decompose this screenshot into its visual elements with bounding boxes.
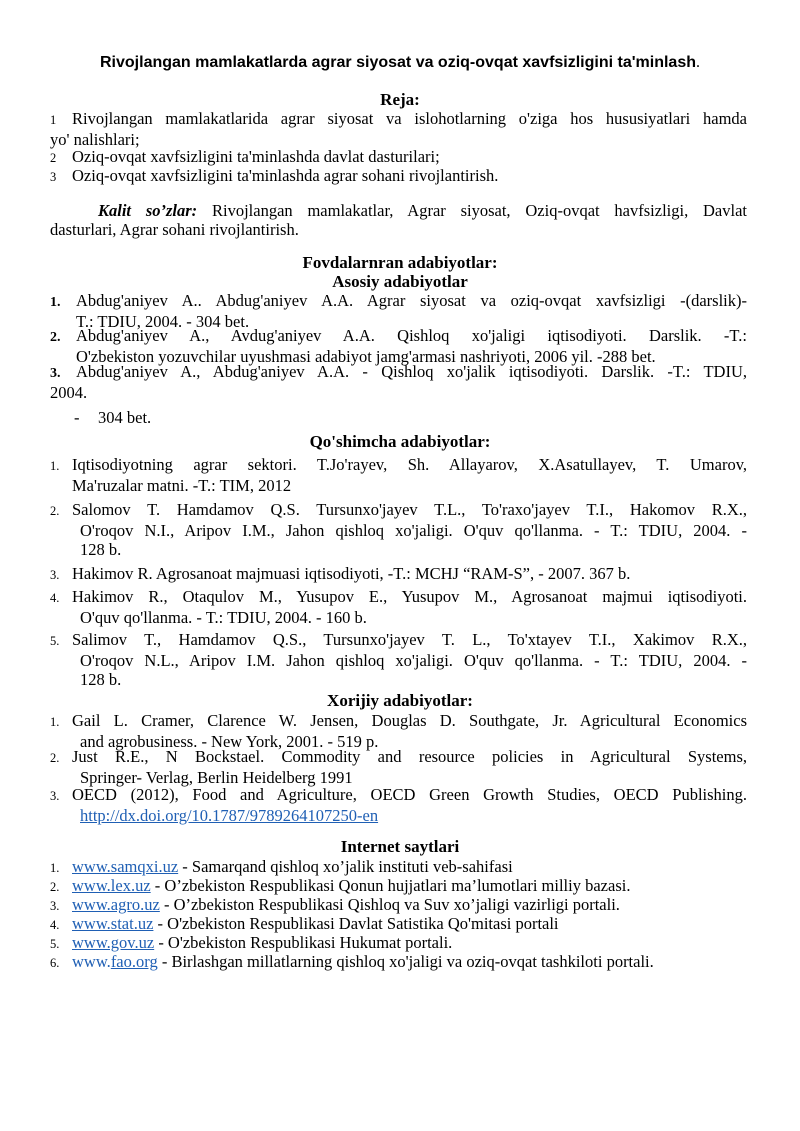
keywords-paragraph (50, 201, 747, 239)
site-link-fao[interactable]: fao.org (110, 952, 158, 971)
document-title (50, 53, 750, 72)
site-description: - O'zbekiston Respublikasi Davlat Satistika Qo'mitasi portali (153, 914, 559, 933)
keywords-text: Rivojlangan mamlakatlar, Agrar siyosat, Oziq-ovqat havfsizligi, Davlat (212, 201, 747, 220)
list-text-cont: O'quv qo'llanma. - T.: TDIU, 2004. - 160 b. (80, 608, 367, 627)
plan-item-text: Rivojlangan mamlakatlarida agrar siyosat va islohotlarning o'ziga hos hususiyatlari hamda (72, 109, 747, 128)
plan-heading: Reja: (380, 90, 420, 109)
list-text-cont: T.: TDIU, 2004. - 304 bet. (76, 312, 250, 331)
site-link-prefix: www. (72, 952, 111, 971)
main-literature-item (50, 326, 747, 366)
site-description: - O'zbekiston Respublikasi Hukumat portali. (154, 933, 453, 952)
site-description: - O’zbekiston Respublikasi Qonun hujjatlari ma’lumotlari milliy bazasi. (150, 876, 631, 895)
list-number: 1. (50, 861, 60, 875)
site-description: - Birlashgan millatlarning qishloq xo'jaligi va oziq-ovqat tashkiloti portali. (157, 952, 654, 971)
site-link-gov[interactable]: www.gov.uz (72, 933, 155, 952)
foreign-literature-item (50, 785, 747, 825)
extra-literature-item (50, 587, 747, 627)
list-text: Abdug'aniyev A., Abdug'aniyev A.A. - Qishloq xo'jalik iqtisodiyoti. Darslik. -T.: TDIU, (76, 362, 747, 381)
list-number: 4. (50, 591, 60, 605)
internet-item (50, 952, 747, 973)
sub-list-dash: - (74, 408, 80, 427)
list-number: 3. (50, 789, 60, 803)
list-text: Abdug'aniyev A.. Abdug'aniyev A.A. Agrar siyosat va oziq-ovqat xavfsizligi -(darslik)- (76, 291, 747, 310)
main-literature-item (50, 291, 747, 331)
list-text: Abdug'aniyev A., Avdug'aniyev A.A. Qishloq xo'jaligi iqtisodiyoti. Darslik. -T.: (76, 326, 747, 345)
list-text: Salimov T., Hamdamov Q.S., Tursunxo'jayev T. L., To'xtayev T.I., Xakimov R.X., (72, 630, 747, 649)
list-number: 6. (50, 956, 60, 970)
list-number: 3. (50, 568, 60, 582)
internet-item (50, 914, 747, 935)
foreign-literature-heading: Xorijiy adabiyotlar: (327, 691, 473, 710)
list-text-cont: 128 b. (80, 540, 122, 559)
site-link-samqxi[interactable]: www.samqxi.uz (72, 857, 179, 876)
plan-item-text-cont: yo' nalishlari; (50, 130, 140, 149)
main-literature-heading: Asosiy adabiyotlar (332, 272, 468, 291)
list-number: 2. (50, 504, 60, 518)
plan-item (50, 166, 747, 187)
extra-literature-item (50, 564, 747, 585)
site-link-lex[interactable]: www.lex.uz (72, 876, 151, 895)
internet-item (50, 933, 747, 954)
list-number: 2. (50, 880, 60, 894)
list-number: 3. (50, 899, 60, 913)
list-number: 2. (50, 751, 60, 765)
list-text-cont: O'zbekiston yozuvchilar uyushmasi adabiyot jamg'armasi nashriyoti, 2006 yil. -288 bet. (76, 347, 656, 366)
site-link-agro[interactable]: www.agro.uz (72, 895, 160, 914)
list-text: Iqtisodiyotning agrar sektori. T.Jo'rayev, Sh. Allayarov, X.Asatullayev, T. Umarov, (72, 455, 747, 474)
extra-literature-item (50, 455, 747, 495)
foreign-literature-item (50, 711, 747, 751)
site-description: - Samarqand qishloq xo’jalik instituti veb-sahifasi (178, 857, 513, 876)
list-text-cont: 2004. (50, 383, 88, 402)
title-text: Rivojlangan mamlakatlarda agrar siyosat va oziq-ovqat xavfsizligini ta'minlash (100, 54, 696, 71)
plan-item-number: 1 (50, 113, 57, 127)
list-text: Hakimov R. Agrosanoat majmuasi iqtisodiyoti, -T.: MCHJ “RAM-S”, - 2007. 367 b. (72, 564, 631, 583)
list-number: 5. (50, 937, 60, 951)
list-text-cont: Springer- Verlag, Berlin Heidelberg 1991 (80, 768, 353, 787)
list-text-cont: Ma'ruzalar matni. -T.: TIM, 2012 (72, 476, 292, 495)
list-text: OECD (2012), Food and Agriculture, OECD Green Growth Studies, OECD Publishing. (72, 785, 747, 804)
plan-item-text: Oziq-ovqat xavfsizligini ta'minlashda agrar sohani rivojlantirish. (72, 166, 499, 185)
literature-heading: Fovdalarnran adabiyotlar: (302, 253, 498, 272)
list-number: 1. (50, 715, 60, 729)
list-text: Hakimov R., Otaqulov M., Yusupov E., Yusupov M., Agrosanoat majmui iqtisodiyoti. (72, 587, 747, 606)
internet-heading: Internet saytlari (340, 837, 460, 856)
main-literature-item (50, 362, 747, 427)
site-link-stat[interactable]: www.stat.uz (72, 914, 154, 933)
list-text: Gail L. Cramer, Clarence W. Jensen, Douglas D. Southgate, Jr. Agricultural Economics (72, 711, 747, 730)
plan-item-text: Oziq-ovqat xavfsizligini ta'minlashda davlat dasturilari; (72, 147, 440, 166)
list-number: 4. (50, 918, 60, 932)
list-text-cont: O'roqov N.L., Aripov I.M. Jahon qishloq xo'jaligi. O'quv qo'llanma. - T.: TDIU, 2004. - (80, 651, 747, 670)
site-description: - O’zbekiston Respublikasi Qishloq va Suv xo’jaligi vazirligi portali. (159, 895, 620, 914)
list-number: 3. (50, 366, 61, 381)
internet-item (50, 895, 747, 916)
extra-literature-item (50, 500, 747, 559)
list-number: 2. (50, 330, 61, 345)
sub-list-text: 304 bet. (98, 408, 152, 427)
internet-item (50, 876, 747, 897)
list-text: Just R.E., N Bockstael. Commodity and resource policies in Agricultural Systems, (72, 747, 747, 766)
plan-item (50, 147, 747, 168)
list-text-cont: and agrobusiness. - New York, 2001. - 519 p. (80, 732, 379, 751)
list-number: 1. (50, 295, 61, 310)
list-number: 5. (50, 634, 60, 648)
list-number: 1. (50, 459, 60, 473)
list-text-cont: O'roqov N.I., Aripov I.M., Jahon qishloq xo'jaligi. O'quv qo'llanma. - T.: TDIU, 2004. - (80, 521, 747, 540)
keywords-label: Kalit so’zlar: (98, 201, 198, 220)
doi-link[interactable]: http://dx.doi.org/10.1787/9789264107250-en (80, 806, 379, 825)
list-text-cont: 128 b. (80, 670, 122, 689)
plan-item-number: 2 (50, 151, 57, 165)
plan-item-number: 3 (50, 170, 57, 184)
list-text: Salomov T. Hamdamov Q.S. Tursunxo'jayev T.L., To'raxo'jayev T.I., Hakomov R.X., (72, 500, 747, 519)
foreign-literature-item (50, 747, 747, 787)
keywords-text-cont: dasturlari, Agrar sohani rivojlantirish. (50, 220, 299, 239)
title-dot: . (696, 54, 700, 71)
plan-item (50, 109, 747, 149)
internet-item (50, 857, 747, 878)
extra-literature-item (50, 630, 747, 689)
extra-literature-heading: Qo'shimcha adabiyotlar: (309, 432, 491, 451)
